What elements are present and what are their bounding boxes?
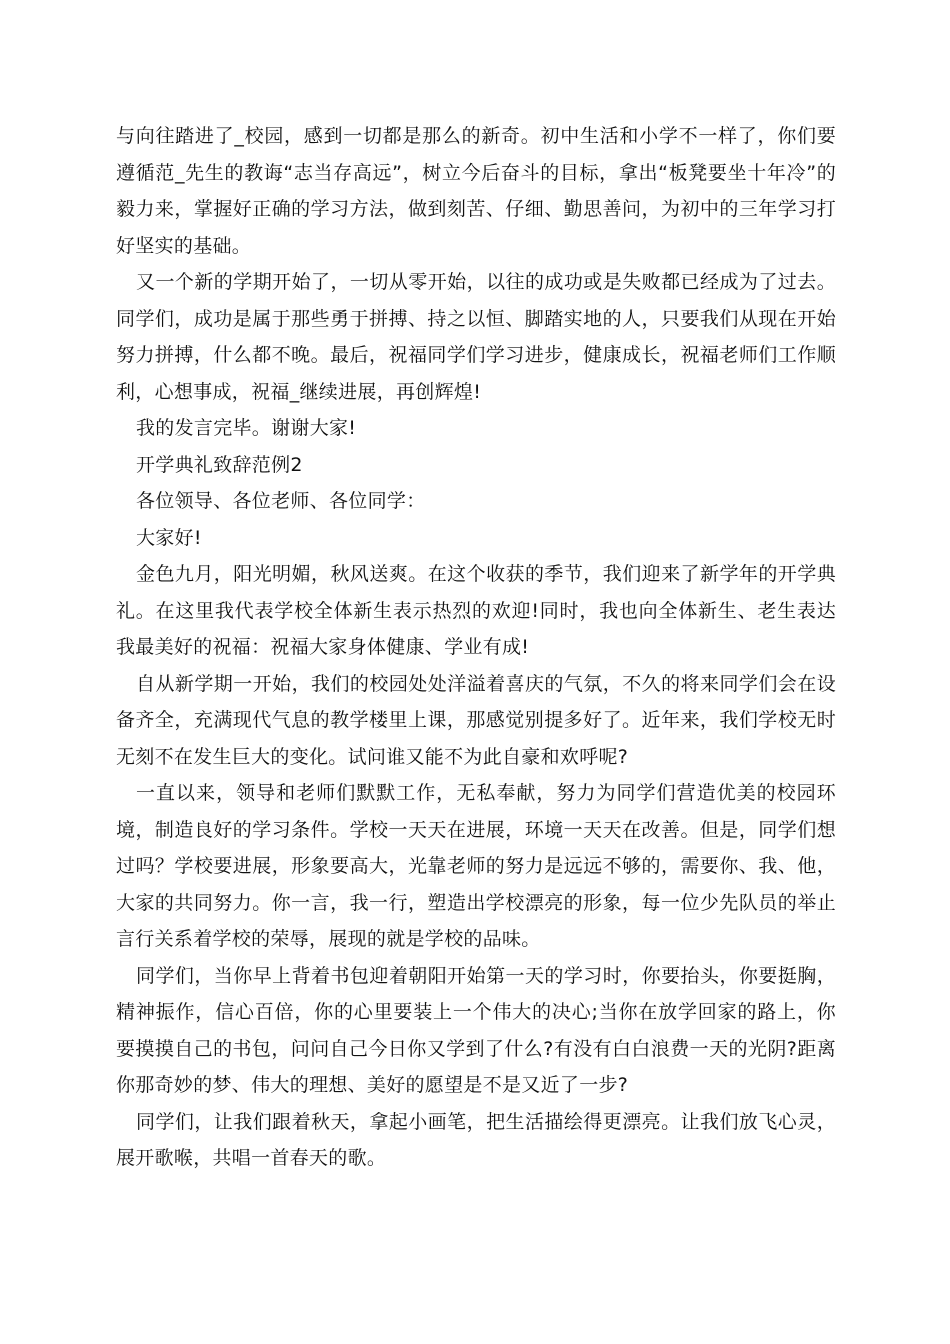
paragraph-teachers-effort: 一直以来，领导和老师们默默工作，无私奉献，努力为同学们营造优美的校园环境，制造良好的学习条件。学校一天天在进展，环境一天天在改善。但是，同学们想过吗？学校要进展，形象要高大，光靠老师的努力是远远不够的，需要你、我、他，大家的共同努力。你一言，我一行，塑造出学校漂亮的形象，每一位少先队员的举止言行关系着学校的荣辱，展现的就是学校的品味。	[116, 782, 836, 950]
paragraph-autumn-song: 同学们，让我们跟着秋天，拿起小画笔，把生活描绘得更漂亮。让我们放飞心灵，展开歌喉，共唱一首春天的歌。	[116, 1110, 836, 1169]
paragraph-new-semester-campus: 自从新学期一开始，我们的校园处处洋溢着喜庆的气氛，不久的将来同学们会在设备齐全，充满现代气息的教学楼里上课，那感觉别提多好了。近年来，我们学校无时无刻不在发生巨大的变化。试问谁又能不为此自豪和欢呼呢?	[116, 672, 836, 768]
paragraph-greeting: 大家好!	[136, 526, 202, 549]
paragraph-closing-thanks: 我的发言完毕。谢谢大家!	[136, 417, 357, 439]
paragraph-students-morning: 同学们，当你早上背着书包迎着朝阳开始第一天的学习时，你要抬头，你要挺胸，精神振作，信心百倍，你的心里要装上一个伟大的决心;当你在放学回家的路上，你要摸摸自己的书包，问问自己今日你又学到了什么?有没有白白浪费一天的光阴?距离你那奇妙的梦、伟大的理想、美好的愿望是不是又近了一步?	[116, 964, 836, 1096]
document-body	[116, 118, 836, 1177]
paragraph-golden-september: 金色九月，阳光明媚，秋风送爽。在这个收获的季节，我们迎来了新学年的开学典礼。在这里我代表学校全体新生表示热烈的欢迎!同时，我也向全体新生、老生表达我最美好的祝福：祝福大家身体健康、学业有成!	[116, 563, 836, 658]
paragraph-salutation: 各位领导、各位老师、各位同学：	[136, 490, 426, 512]
paragraph-continued-intro: 与向往踏进了_校园，感到一切都是那么的新奇。初中生活和小学不一样了，你们要遵循范_先生的教诲“志当存高远”，树立今后奋斗的目标，拿出“板凳要坐十年冷”的毅力来，掌握好正确的学习方法，做到刻苦、仔细、勤思善问，为初中的三年学习打好坚实的基础。	[116, 125, 836, 257]
paragraph-new-semester: 又一个新的学期开始了，一切从零开始，以往的成功或是失败都已经成为了过去。同学们，成功是属于那些勇于拼搏、持之以恒、脚踏实地的人，只要我们从现在开始努力拼搏，什么都不晚。最后，祝福同学们学习进步，健康成长，祝福老师们工作顺利，心想事成，祝福_继续进展，再创辉煌!	[116, 271, 836, 403]
section-heading-example-2: 开学典礼致辞范例2	[136, 453, 303, 476]
